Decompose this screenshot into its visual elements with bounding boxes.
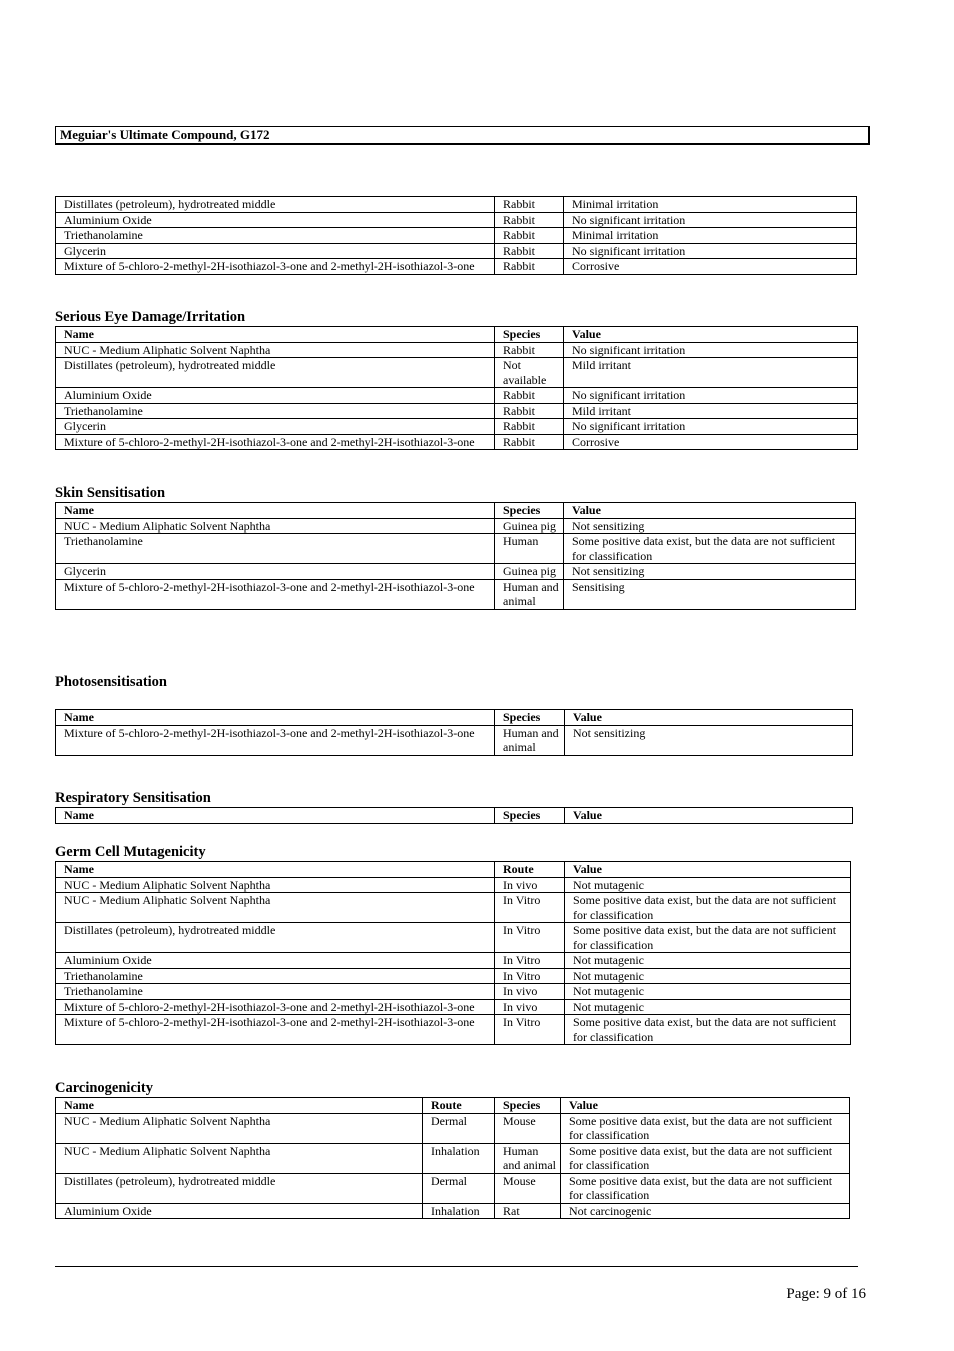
table-cell: Triethanolamine: [56, 984, 495, 1000]
table-cell: Rabbit: [495, 228, 564, 244]
skin-sensitisation-title: Skin Sensitisation: [55, 485, 166, 501]
table-row: [56, 923, 851, 953]
table-cell: Mixture of 5-chloro-2-methyl-2H-isothiazol-3-one and 2-methyl-2H-isothiazol-3-one: [56, 1015, 495, 1045]
table-row: [56, 228, 857, 244]
table-row: [56, 534, 856, 564]
respiratory-sensitisation-table: [55, 807, 853, 824]
table-cell: Distillates (petroleum), hydrotreated middle: [56, 197, 495, 213]
table-row: [56, 999, 851, 1015]
table-row: [56, 1113, 850, 1143]
table-cell: No significant irritation: [564, 243, 857, 259]
table-cell: Human and animal: [495, 725, 565, 755]
column-header: Species: [495, 503, 564, 519]
column-header: Route: [423, 1098, 495, 1114]
table-cell: Rabbit: [495, 419, 564, 435]
table-row: [56, 419, 858, 435]
table-cell: Rabbit: [495, 388, 564, 404]
table-row: [56, 358, 858, 388]
table-cell: Mouse: [495, 1173, 561, 1203]
column-header: Species: [495, 710, 565, 726]
column-header: Name: [56, 710, 495, 726]
table-cell: Not mutagenic: [565, 968, 851, 984]
product-title: Meguiar's Ultimate Compound, G172: [55, 126, 870, 145]
column-header: Value: [564, 327, 858, 343]
table-cell: No significant irritation: [564, 388, 858, 404]
table-cell: In Vitro: [495, 953, 565, 969]
table-row: [56, 877, 851, 893]
table-cell: Triethanolamine: [56, 968, 495, 984]
table-cell: No significant irritation: [564, 419, 858, 435]
footer-divider: [55, 1266, 858, 1267]
table-cell: Triethanolamine: [56, 228, 495, 244]
table-cell: In Vitro: [495, 893, 565, 923]
column-header: Value: [565, 862, 851, 878]
table-cell: Guinea pig: [495, 518, 564, 534]
table-cell: No significant irritation: [564, 212, 857, 228]
table-row: [56, 564, 856, 580]
table-cell: Aluminium Oxide: [56, 1203, 423, 1219]
skin-sensitisation-table: [55, 502, 856, 610]
table-cell: Aluminium Oxide: [56, 953, 495, 969]
carcinogenicity-title: Carcinogenicity: [55, 1080, 153, 1096]
table-row: [56, 1143, 850, 1173]
table-cell: No significant irritation: [564, 342, 858, 358]
table-cell: Some positive data exist, but the data are not sufficient for classification: [564, 534, 856, 564]
table-cell: Mixture of 5-chloro-2-methyl-2H-isothiazol-3-one and 2-methyl-2H-isothiazol-3-one: [56, 999, 495, 1015]
table-cell: NUC - Medium Aliphatic Solvent Naphtha: [56, 518, 495, 534]
column-header: Name: [56, 1098, 423, 1114]
table-cell: Inhalation: [423, 1143, 495, 1173]
table-cell: Rabbit: [495, 212, 564, 228]
table-cell: Dermal: [423, 1173, 495, 1203]
table-cell: Glycerin: [56, 419, 495, 435]
table-header-row: [56, 1098, 850, 1114]
table-row: [56, 725, 853, 755]
table-cell: In vivo: [495, 984, 565, 1000]
table-cell: Not sensitizing: [565, 725, 853, 755]
table-cell: Not mutagenic: [565, 877, 851, 893]
table-cell: Inhalation: [423, 1203, 495, 1219]
table-cell: Some positive data exist, but the data are not sufficient for classification: [561, 1113, 850, 1143]
column-header: Name: [56, 862, 495, 878]
column-header: Name: [56, 808, 495, 824]
table-row: [56, 342, 858, 358]
photosensitisation-title: Photosensitisation: [55, 674, 167, 690]
table-cell: Rabbit: [495, 197, 564, 213]
table-row: [56, 968, 851, 984]
page-number: Page: 9 of 16: [786, 1286, 866, 1302]
table-cell: Some positive data exist, but the data are not sufficient for classification: [565, 893, 851, 923]
table-cell: Triethanolamine: [56, 534, 495, 564]
column-header: Name: [56, 503, 495, 519]
column-header: Value: [564, 503, 856, 519]
table-row: [56, 953, 851, 969]
table-cell: Distillates (petroleum), hydrotreated middle: [56, 1173, 423, 1203]
photosensitisation-table: [55, 709, 853, 756]
table-cell: Some positive data exist, but the data are not sufficient for classification: [561, 1143, 850, 1173]
table-cell: Sensitising: [564, 579, 856, 609]
column-header: Species: [495, 808, 565, 824]
table-cell: Human and animal: [495, 1143, 561, 1173]
table-row: [56, 403, 858, 419]
table-cell: In vivo: [495, 999, 565, 1015]
column-header: Route: [495, 862, 565, 878]
table-cell: Mixture of 5-chloro-2-methyl-2H-isothiazol-3-one and 2-methyl-2H-isothiazol-3-one: [56, 259, 495, 275]
carcinogenicity-table: [55, 1097, 850, 1219]
table-row: [56, 212, 857, 228]
table-cell: Rabbit: [495, 434, 564, 450]
table-cell: Aluminium Oxide: [56, 388, 495, 404]
table-header-row: [56, 327, 858, 343]
table-cell: Dermal: [423, 1113, 495, 1143]
eye-irritation-title: Serious Eye Damage/Irritation: [55, 309, 246, 325]
table-cell: Some positive data exist, but the data are not sufficient for classification: [565, 1015, 851, 1045]
table-row: [56, 259, 857, 275]
table-cell: Not mutagenic: [565, 953, 851, 969]
table-header-row: [56, 503, 856, 519]
table-row: [56, 984, 851, 1000]
germ-cell-mutagenicity-table: [55, 861, 851, 1045]
table-cell: Corrosive: [564, 434, 858, 450]
table-cell: Not mutagenic: [565, 999, 851, 1015]
table-cell: Mixture of 5-chloro-2-methyl-2H-isothiazol-3-one and 2-methyl-2H-isothiazol-3-one: [56, 579, 495, 609]
table-cell: Glycerin: [56, 243, 495, 259]
table-header-row: [56, 862, 851, 878]
table-cell: Distillates (petroleum), hydrotreated middle: [56, 358, 495, 388]
column-header: Value: [565, 710, 853, 726]
table-row: [56, 518, 856, 534]
table-row: [56, 893, 851, 923]
table-cell: Minimal irritation: [564, 228, 857, 244]
table-row: [56, 579, 856, 609]
respiratory-sensitisation-title: Respiratory Sensitisation: [55, 790, 211, 806]
table-cell: Triethanolamine: [56, 403, 495, 419]
table-cell: In Vitro: [495, 968, 565, 984]
table-row: [56, 243, 857, 259]
column-header: Value: [561, 1098, 850, 1114]
table-cell: Rabbit: [495, 342, 564, 358]
table-cell: Glycerin: [56, 564, 495, 580]
table-cell: Rabbit: [495, 259, 564, 275]
table-cell: Mixture of 5-chloro-2-methyl-2H-isothiazol-3-one and 2-methyl-2H-isothiazol-3-one: [56, 434, 495, 450]
column-header: Name: [56, 327, 495, 343]
table-cell: Corrosive: [564, 259, 857, 275]
table-cell: NUC - Medium Aliphatic Solvent Naphtha: [56, 342, 495, 358]
column-header: Value: [565, 808, 853, 824]
table-row: [56, 434, 858, 450]
table-row: [56, 197, 857, 213]
table-cell: Guinea pig: [495, 564, 564, 580]
table-cell: Mild irritant: [564, 403, 858, 419]
eye-irritation-table: [55, 326, 858, 450]
table-cell: Mixture of 5-chloro-2-methyl-2H-isothiazol-3-one and 2-methyl-2H-isothiazol-3-one: [56, 725, 495, 755]
table-cell: Human and animal: [495, 579, 564, 609]
table-cell: Minimal irritation: [564, 197, 857, 213]
table-cell: Not sensitizing: [564, 564, 856, 580]
table-cell: Rabbit: [495, 243, 564, 259]
column-header: Species: [495, 1098, 561, 1114]
column-header: Species: [495, 327, 564, 343]
table-cell: Not sensitizing: [564, 518, 856, 534]
table-cell: Not carcinogenic: [561, 1203, 850, 1219]
table-cell: Rat: [495, 1203, 561, 1219]
table-header-row: [56, 808, 853, 824]
table-cell: Distillates (petroleum), hydrotreated middle: [56, 923, 495, 953]
table-cell: Rabbit: [495, 403, 564, 419]
table-header-row: [56, 710, 853, 726]
table-cell: In Vitro: [495, 923, 565, 953]
table-cell: Not available: [495, 358, 564, 388]
table-cell: Mild irritant: [564, 358, 858, 388]
table-cell: Some positive data exist, but the data are not sufficient for classification: [565, 923, 851, 953]
table-cell: Some positive data exist, but the data are not sufficient for classification: [561, 1173, 850, 1203]
table-cell: In vivo: [495, 877, 565, 893]
table-row: [56, 388, 858, 404]
germ-cell-mutagenicity-title: Germ Cell Mutagenicity: [55, 844, 206, 860]
table-cell: In Vitro: [495, 1015, 565, 1045]
table-row: [56, 1203, 850, 1219]
table-row: [56, 1015, 851, 1045]
table-cell: Human: [495, 534, 564, 564]
table-cell: Not mutagenic: [565, 984, 851, 1000]
skin-irritation-table: [55, 196, 857, 275]
table-cell: NUC - Medium Aliphatic Solvent Naphtha: [56, 1143, 423, 1173]
table-cell: Aluminium Oxide: [56, 212, 495, 228]
table-cell: NUC - Medium Aliphatic Solvent Naphtha: [56, 877, 495, 893]
table-cell: Mouse: [495, 1113, 561, 1143]
table-cell: NUC - Medium Aliphatic Solvent Naphtha: [56, 893, 495, 923]
table-row: [56, 1173, 850, 1203]
table-cell: NUC - Medium Aliphatic Solvent Naphtha: [56, 1113, 423, 1143]
